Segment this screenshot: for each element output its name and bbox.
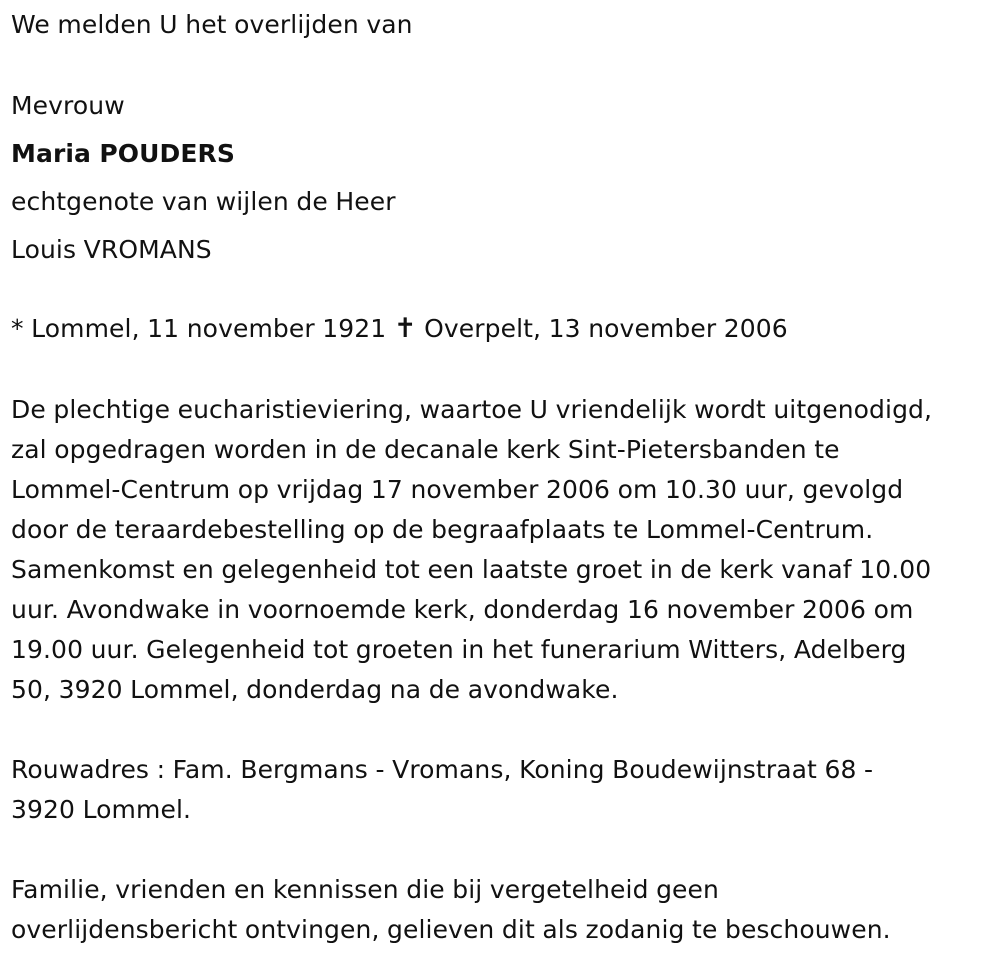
ceremony-line: 50, 3920 Lommel, donderdag na de avondwake. [11,675,619,704]
ceremony-line: zal opgedragen worden in de decanale kerk Sint-Pietersbanden te [11,435,840,464]
ceremony-line: Lommel-Centrum op vrijdag 17 november 2006 om 10.30 uur, gevolgd [11,475,904,504]
closing-line: Familie, vrienden en kennissen die bij vergetelheid geen [11,875,719,904]
closing-paragraph [11,870,891,950]
ceremony-line: 19.00 uur. Gelegenheid tot groeten in het funerarium Witters, Adelberg [11,635,907,664]
address-line: Rouwadres : Fam. Bergmans - Vromans, Koning Boudewijnstraat 68 - [11,755,874,784]
spouse-name: Louis VROMANS [11,235,212,264]
life-dates [11,309,788,349]
ceremony-line: De plechtige eucharistieviering, waartoe U vriendelijk wordt uitgenodigd, [11,395,933,424]
address-paragraph [11,750,873,830]
deceased-name: Maria POUDERS [11,139,235,168]
ceremony-line: door de teraardebestelling op de begraafplaats te Lommel-Centrum. [11,515,874,544]
cross-icon: ✝ [393,313,417,344]
ceremony-line: Samenkomst en gelegenheid tot een laatste groet in de kerk vanaf 10.00 [11,555,932,584]
closing-line: overlijdensbericht ontvingen, gelieven dit als zodanig te beschouwen. [11,915,891,944]
ceremony-line: uur. Avondwake in voornoemde kerk, donderdag 16 november 2006 om [11,595,914,624]
spouse-relation: echtgenote van wijlen de Heer [11,187,396,216]
birth-marker: * [11,314,24,343]
ceremony-paragraph [11,390,932,710]
birth-date: Lommel, 11 november 1921 [31,314,387,343]
address-line: 3920 Lommel. [11,795,192,824]
honorific: Mevrouw [11,91,125,120]
death-date: Overpelt, 13 november 2006 [424,314,788,343]
intro-text: We melden U het overlijden van [11,10,413,39]
